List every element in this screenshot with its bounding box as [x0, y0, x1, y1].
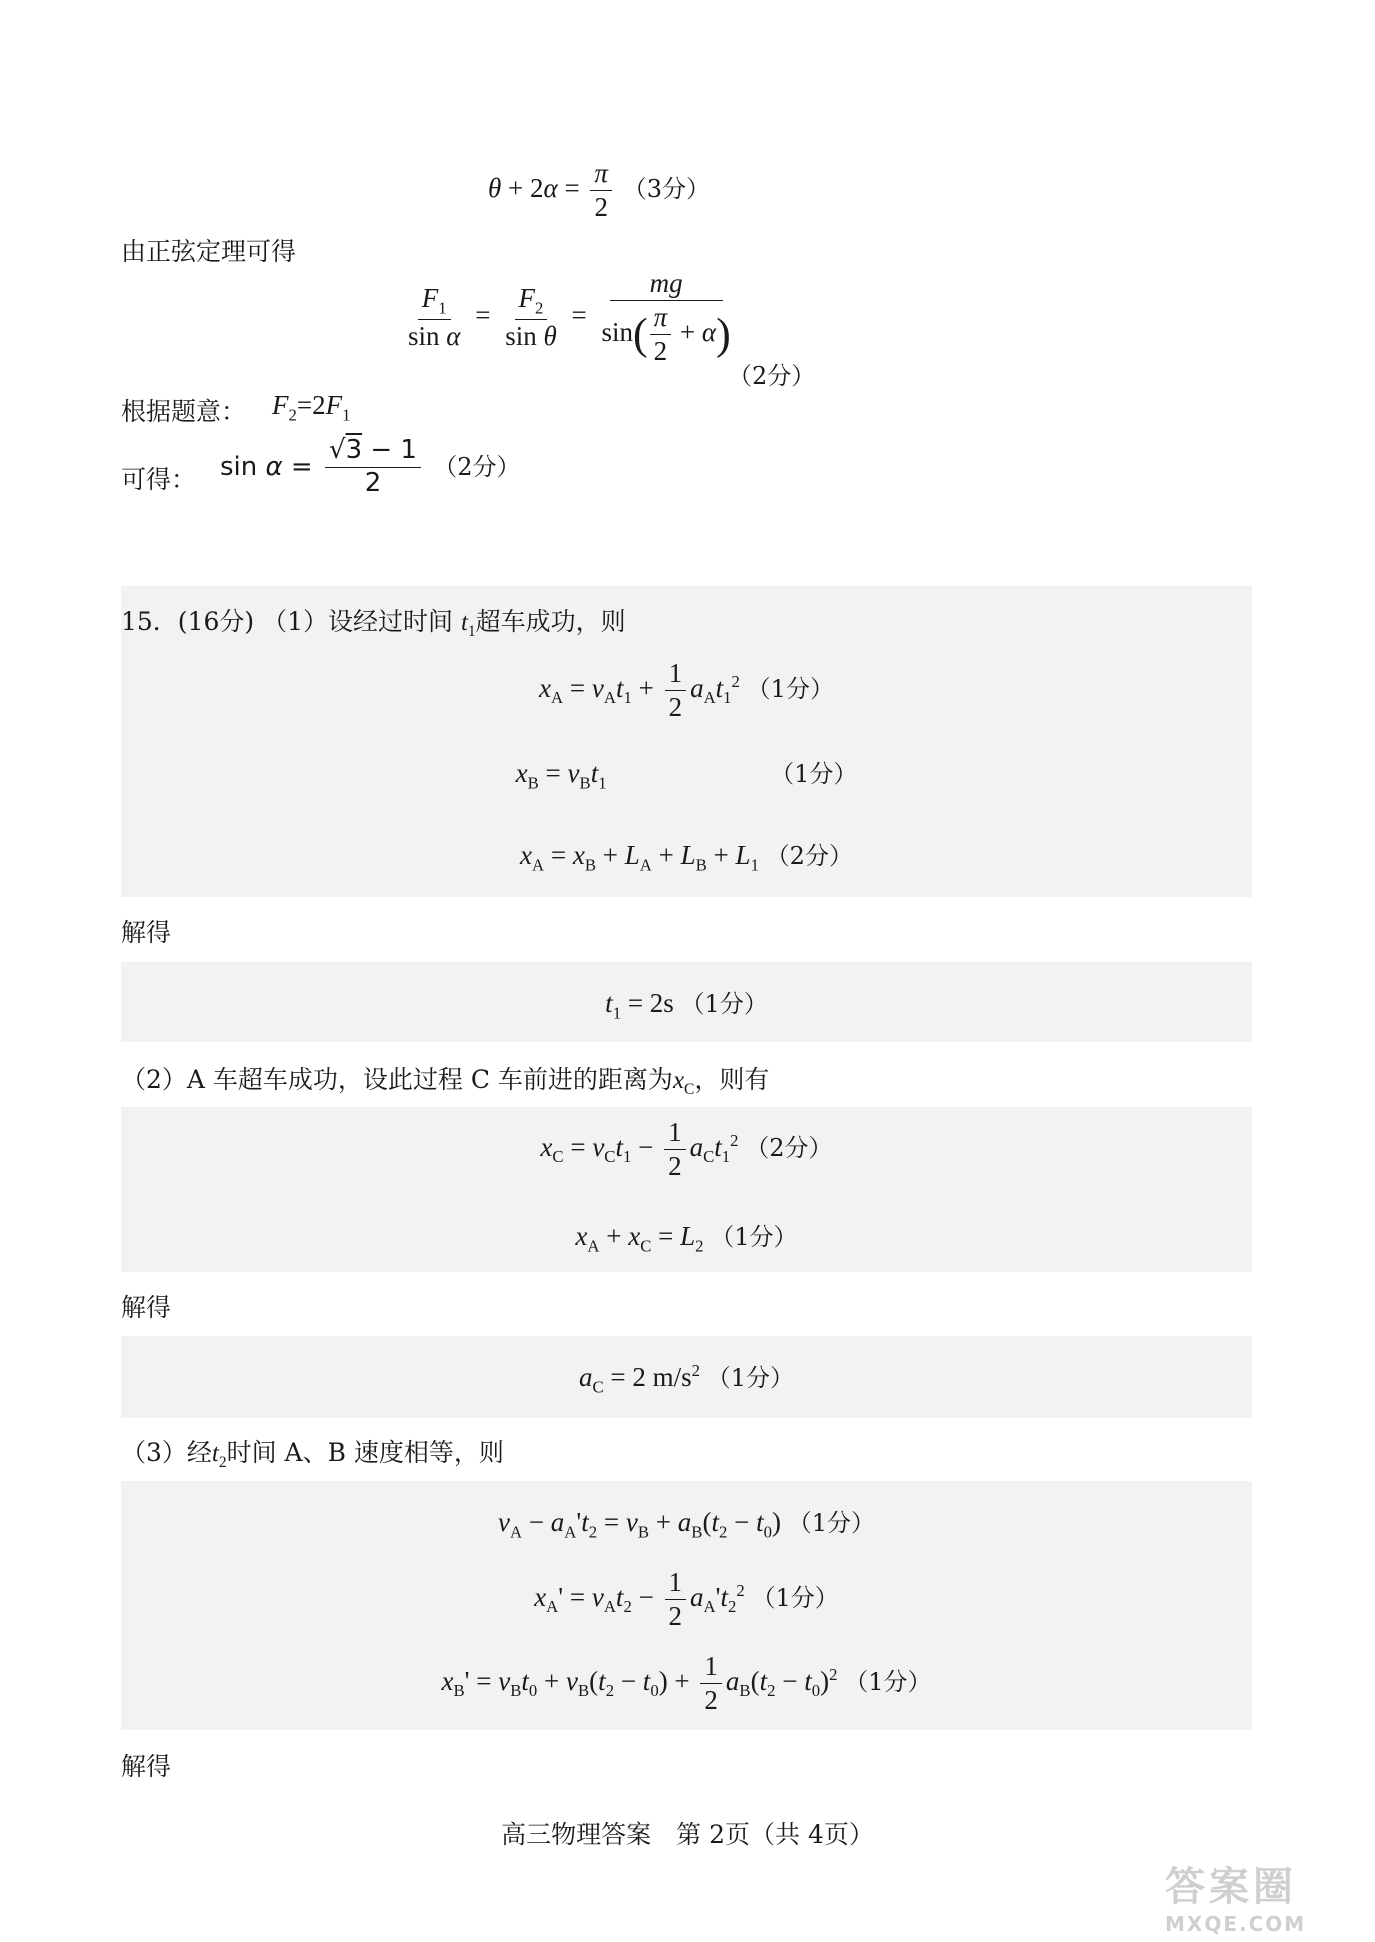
part2-intro: （2）A 车超车成功，设此过程 C 车前进的距离为$x_C$，则有: [121, 1065, 770, 1098]
points-label: （1分）: [770, 760, 858, 788]
points-label: （1分）: [710, 1223, 798, 1251]
solve-label: 解得: [121, 1752, 172, 1781]
sine-rule-intro: 由正弦定理可得: [121, 237, 297, 266]
equation-xa: $x_A = v_At_1$ + $\frac{1}{2}$ $a_At_1^2$ （1分）: [539, 658, 834, 723]
points-label: （1分）: [787, 1509, 875, 1537]
answer-box-t1: [121, 962, 1252, 1042]
equation-sin-alpha: sin α = $\frac{√3 - 1}{2}$ （2分）: [220, 435, 521, 498]
answer-box-part3: [121, 1481, 1252, 1730]
equation-distance-sum: $x_A + x_C = L_2$ （1分）: [575, 1221, 798, 1256]
equation-theta-alpha: θ + 2α = $\frac{\pi}{2}$ （3分）: [488, 158, 710, 223]
equation-xb: $x_B = v_Bt_1$ （1分）: [515, 758, 858, 793]
points-label: （1分）: [680, 990, 768, 1018]
equation-xc: $x_C = v_Ct_1$ − $\frac{1}{2}$ $a_Ct_1^2$ （2分）: [540, 1117, 833, 1182]
page-footer: 高三物理答案 第 2页（共 4页）: [501, 1820, 874, 1849]
part3-intro: （3）经$t_2$时间 A、B 速度相等，则: [121, 1438, 504, 1471]
points-label: （2分）: [765, 842, 853, 870]
equation-overtake: $x_A = x_B + L_A + L_B + L_1$ （2分）: [520, 840, 853, 875]
result-label: 可得：: [121, 465, 197, 494]
condition-label: 根据题意：: [121, 397, 247, 426]
question-header-text: 15．(16分) （1）设经过时间: [121, 607, 453, 636]
answer-box-part2: [121, 1107, 1252, 1272]
answer-box-part1: [121, 586, 1252, 897]
part3-text-a: （3）经: [121, 1438, 212, 1467]
points-label: （1分）: [706, 1364, 795, 1392]
equation-t1-result: $t_1 = 2s$ （1分）: [605, 988, 768, 1023]
equation-xb-prime: $x_B' = v_Bt_0 + v_B(t_2 - t_0)$ + $\frac{1}{2}$ $a_B(t_2 - t_0)^2$ （1分）: [441, 1651, 932, 1716]
t1-value: = 2s: [627, 988, 674, 1018]
solve-label: 解得: [121, 1293, 172, 1322]
points-label: （1分）: [751, 1583, 839, 1612]
part2-text: （2）A 车超车成功，设此过程 C 车前进的距离为: [121, 1065, 673, 1094]
watermark-logo: [1165, 1855, 1355, 1935]
points-label: （1分）: [844, 1667, 932, 1696]
part3-text-b: 时间 A、B 速度相等，则: [226, 1438, 504, 1467]
question-header-tail: 超车成功，则: [475, 607, 626, 636]
points-label: （2分）: [433, 452, 521, 481]
equation-sine-rule: $\frac{F_1}{\text{sin α}}$ = $\frac{F_2}{\text{sin θ}}$ = mg sin( $\frac{\pi}{2}$ + α): [408, 268, 731, 367]
equation-xa-prime: $x_A' = v_At_2$ − $\frac{1}{2}$ $a_A't_2^2$ （1分）: [534, 1567, 839, 1632]
part2-tail: ，则有: [694, 1065, 770, 1094]
solve-label: 解得: [121, 918, 172, 947]
points-label: （2分）: [745, 1133, 833, 1162]
points-label: （3分）: [622, 174, 710, 203]
watermark-line1: 答案圈: [1165, 1864, 1297, 1910]
equation-velocity-equal: $v_A - a_A't_2 = v_B + a_B(t_2 - t_0)$ （1分）: [497, 1507, 875, 1542]
points-label: （2分）: [728, 362, 816, 390]
points-label: （1分）: [746, 674, 834, 703]
question-header: 15．(16分) （1）设经过时间 $t_1$超车成功，则: [121, 607, 626, 640]
equation-ac-result: $a_C = 2$ $m/s^2$ （1分）: [578, 1361, 795, 1397]
equation-condition: $F_2=2F_1$: [272, 390, 351, 425]
answer-box-ac: [121, 1336, 1252, 1418]
ac-value: = 2 m/s: [610, 1362, 692, 1392]
watermark-line2: MXQE.COM: [1165, 1912, 1307, 1936]
